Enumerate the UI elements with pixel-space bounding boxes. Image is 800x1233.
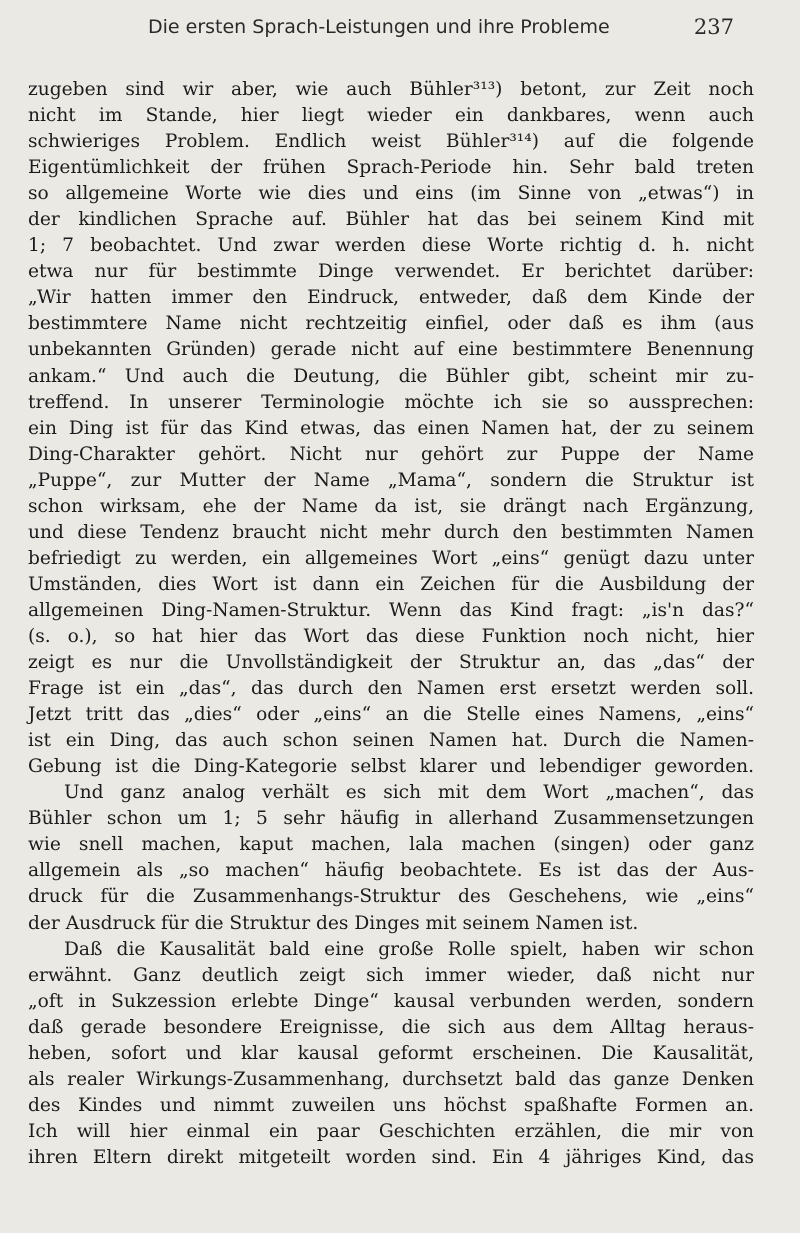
text-line: „Wir hatten immer den Eindruck, entweder, daß dem Kinde der <box>28 287 754 309</box>
body-text <box>28 77 754 1171</box>
text-line: ihren Eltern direkt mitgeteilt worden sind. Ein 4 jähriges Kind, das <box>28 1146 754 1168</box>
text-line: „oft in Sukzession erlebte Dinge“ kausal verbunden werden, sondern <box>28 990 754 1012</box>
page-header <box>0 0 800 50</box>
running-head: Die ersten Sprach-Leistungen und ihre Probleme <box>148 16 610 38</box>
text-line: der kindlichen Sprache auf. Bühler hat das bei seinem Kind mit <box>28 209 754 231</box>
text-line: bestimmtere Name nicht rechtzeitig einfiel, oder daß es ihm (aus <box>28 313 754 335</box>
text-line: unbekannten Gründen) gerade nicht auf eine bestimmtere Benennung <box>28 339 754 361</box>
text-line: wie snell machen, kaput machen, lala machen (singen) oder ganz <box>28 834 754 856</box>
text-line: allgemeinen Ding-Namen-Struktur. Wenn das Kind fragt: „is'n das?“ <box>28 599 754 621</box>
text-line: Und ganz analog verhält es sich mit dem Wort „machen“, das <box>64 782 754 804</box>
text-line: druck für die Zusammenhangs-Struktur des Geschehens, wie „eins“ <box>28 886 754 908</box>
text-line: des Kindes und nimmt zuweilen uns höchst spaßhafte Formen an. <box>28 1094 754 1116</box>
text-line: Bühler schon um 1; 5 sehr häufig in allerhand Zusammensetzungen <box>28 808 754 830</box>
text-line: daß gerade besondere Ereignisse, die sich aus dem Alltag heraus- <box>28 1016 754 1038</box>
text-line: so allgemeine Worte wie dies und eins (im Sinne von „etwas“) in <box>28 183 754 205</box>
text-line: erwähnt. Ganz deutlich zeigt sich immer wieder, daß nicht nur <box>28 964 754 986</box>
text-line: (s. o.), so hat hier das Wort das diese Funktion noch nicht, hier <box>28 625 754 647</box>
text-line: allgemein als „so machen“ häufig beobachtete. Es ist das der Aus- <box>28 860 754 882</box>
text-line: ein Ding ist für das Kind etwas, das einen Namen hat, der zu seinem <box>28 417 754 439</box>
text-line: Eigentümlichkeit der frühen Sprach-Periode hin. Sehr bald treten <box>28 157 754 179</box>
text-line: Umständen, dies Wort ist dann ein Zeichen für die Ausbildung der <box>28 573 754 595</box>
text-line: und diese Tendenz braucht nicht mehr durch den bestimmten Namen <box>28 521 754 543</box>
text-line: ist ein Ding, das auch schon seinen Namen hat. Durch die Namen- <box>28 730 754 752</box>
text-line: „Puppe“, zur Mutter der Name „Mama“, sondern die Struktur ist <box>28 469 754 491</box>
text-line: schwieriges Problem. Endlich weist Bühler³¹⁴) auf die folgende <box>28 131 754 153</box>
text-line: etwa nur für bestimmte Dinge verwendet. Er berichtet darüber: <box>28 261 754 283</box>
text-line: Frage ist ein „das“, das durch den Namen erst ersetzt werden soll. <box>28 678 754 700</box>
text-line: Jetzt tritt das „dies“ oder „eins“ an die Stelle eines Namens, „eins“ <box>28 704 754 726</box>
text-line: der Ausdruck für die Struktur des Dinges mit seinem Namen ist. <box>28 912 639 934</box>
text-line: ankam.“ Und auch die Deutung, die Bühler gibt, scheint mir zu- <box>28 365 754 387</box>
text-line: schon wirksam, ehe der Name da ist, sie drängt nach Ergänzung, <box>28 495 754 517</box>
text-line: als realer Wirkungs-Zusammenhang, durchsetzt bald das ganze Denken <box>28 1068 754 1090</box>
text-line: 1; 7 beobachtet. Und zwar werden diese Worte richtig d. h. nicht <box>28 235 754 257</box>
text-line: befriedigt zu werden, ein allgemeines Wort „eins“ genügt dazu unter <box>28 547 754 569</box>
page-number: 237 <box>693 15 734 39</box>
text-line: nicht im Stande, hier liegt wieder ein dankbares, wenn auch <box>28 105 754 127</box>
text-line: Gebung ist die Ding-Kategorie selbst klarer und lebendiger geworden. <box>28 756 754 778</box>
text-line: zeigt es nur die Unvollständigkeit der Struktur an, das „das“ der <box>28 652 754 674</box>
text-line: Daß die Kausalität bald eine große Rolle spielt, haben wir schon <box>64 938 754 960</box>
text-line: Ding-Charakter gehört. Nicht nur gehört zur Puppe der Name <box>28 443 754 465</box>
text-line: Ich will hier einmal ein paar Geschichten erzählen, die mir von <box>28 1120 754 1142</box>
text-line: zugeben sind wir aber, wie auch Bühler³¹³) betont, zur Zeit noch <box>28 79 754 100</box>
text-line: heben, sofort und klar kausal geformt erscheinen. Die Kausalität, <box>28 1042 754 1064</box>
text-line: treffend. In unserer Terminologie möchte ich sie so aussprechen: <box>28 391 754 413</box>
